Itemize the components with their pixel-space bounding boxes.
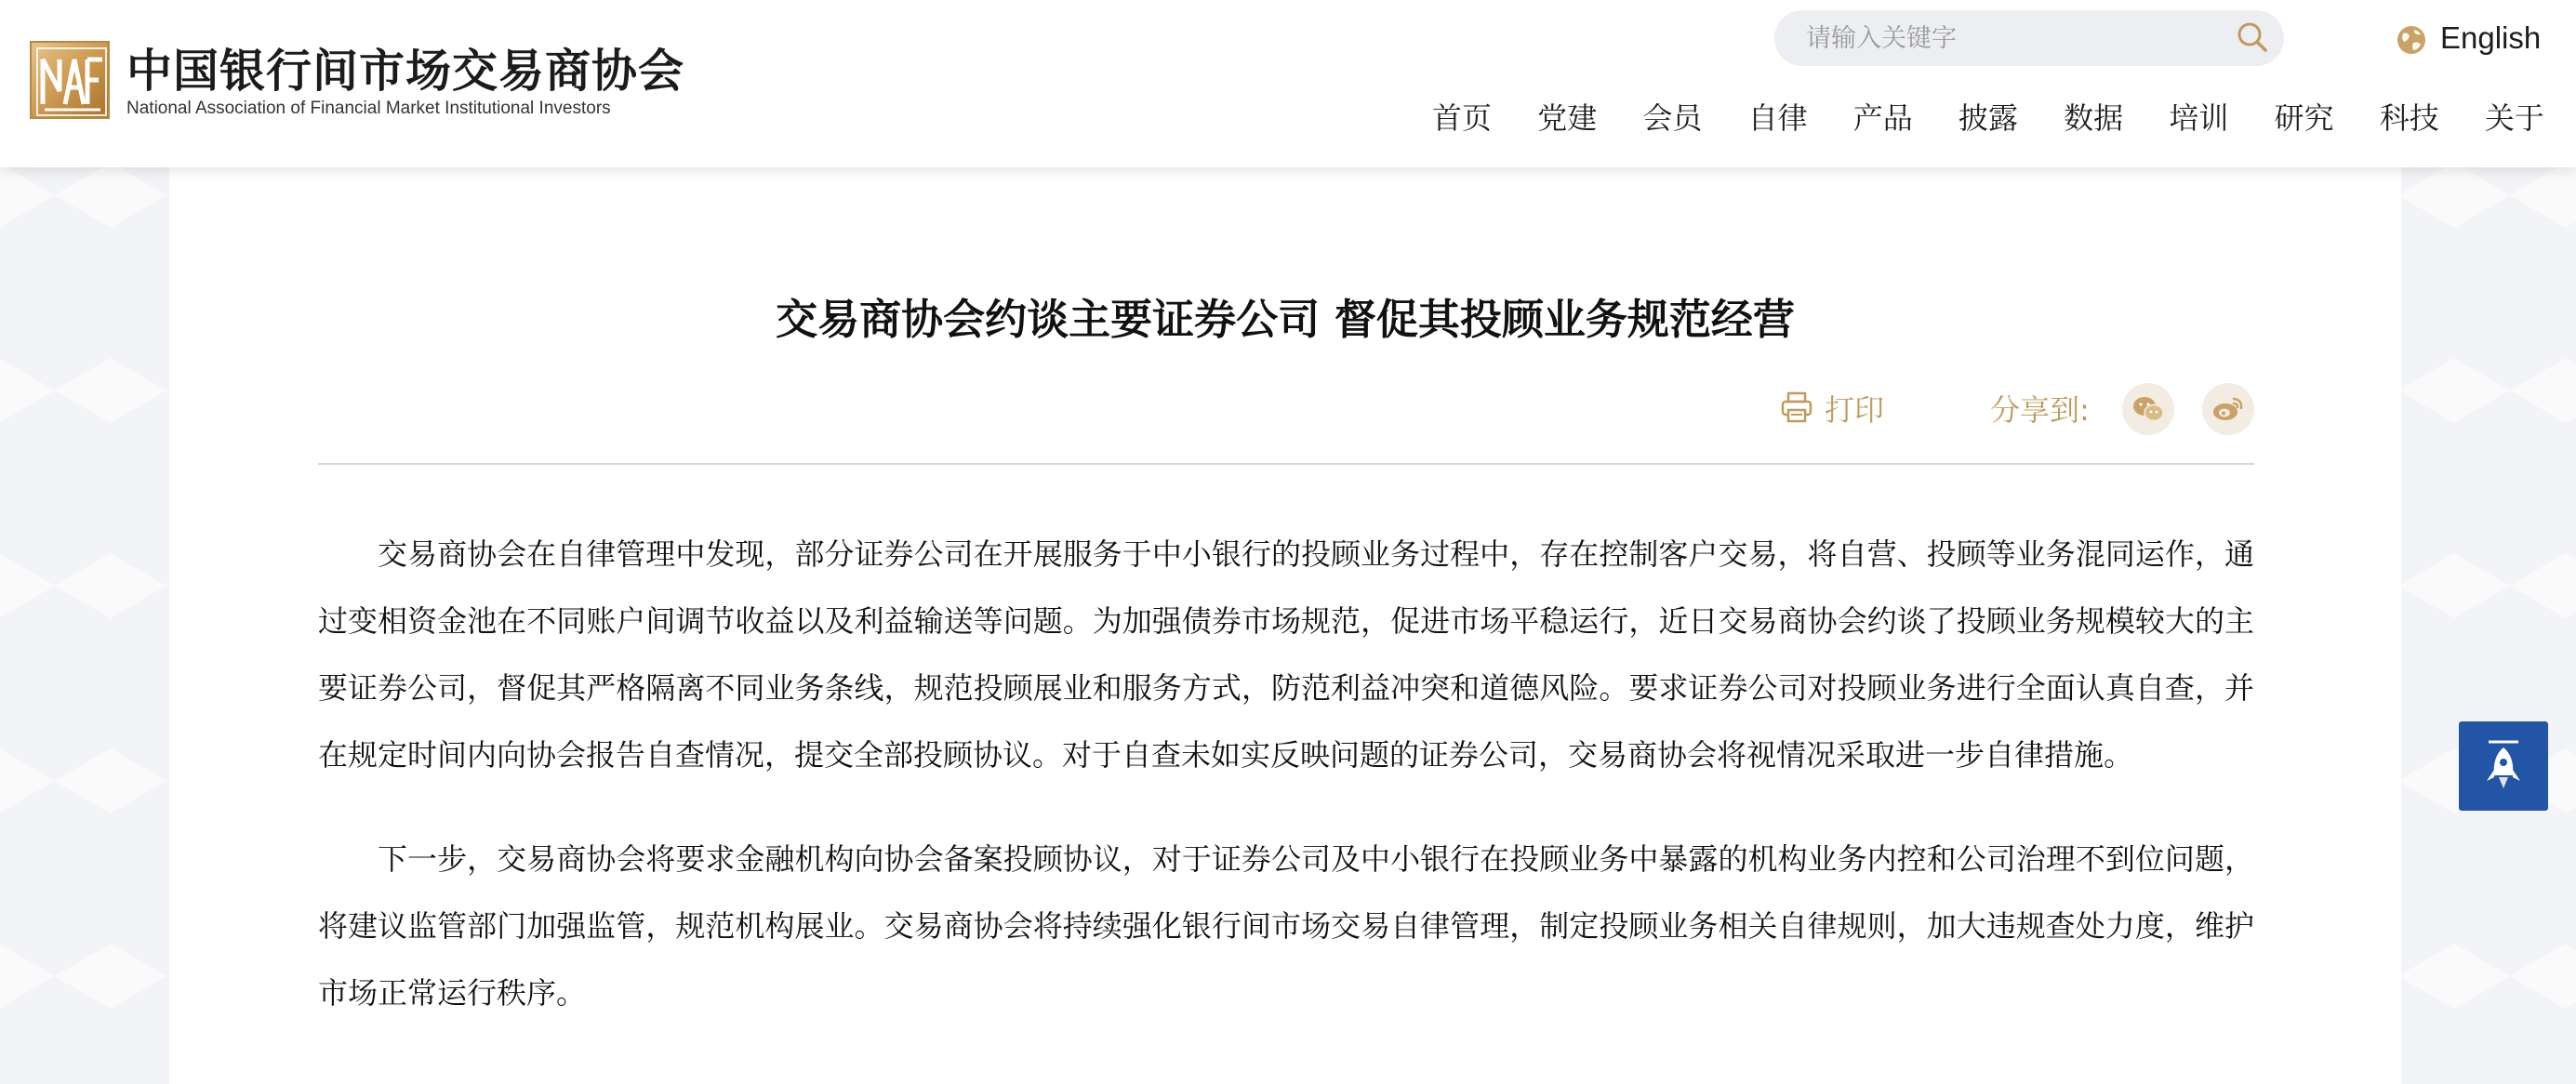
search-box (1774, 10, 2284, 66)
printer-icon[interactable] (1780, 390, 1813, 424)
site-name-cn[interactable]: 中国银行间市场交易商协会 (126, 45, 685, 98)
article-paragraph: 下一步，交易商协会将要求金融机构向协会备案投顾协议，对于证券公司及中小银行在投顾业务中暴露的机构业务内控和公司治理不到位问题，将建议监管部门加强监管，规范机构展业。交易商协会将持续强化银行间市场交易自律管理，制定投顾业务相关自律规则，加大违规查处力度，维护市场正常运行秩序。 (318, 841, 2254, 1011)
nav-item-party[interactable]: 党建 (1537, 100, 1598, 136)
search-icon[interactable] (2236, 20, 2269, 54)
article-title: 交易商协会约谈主要证券公司 督促其投顾业务规范经营 (776, 295, 1795, 344)
search-input[interactable] (1806, 10, 2206, 66)
title-divider (318, 463, 2254, 465)
site-name-en[interactable]: National Association of Financial Market Institutional Investors (126, 99, 611, 118)
article-panel (169, 167, 2401, 1084)
logo-mark[interactable] (30, 41, 110, 119)
share-weibo-button[interactable] (2202, 383, 2254, 435)
nav-item-technology[interactable]: 科技 (2379, 100, 2439, 136)
rocket-icon (2459, 721, 2548, 811)
print-button[interactable]: 打印 (1825, 392, 1885, 428)
share-label: 分享到: (1990, 392, 2090, 428)
nav-item-about[interactable]: 关于 (2484, 100, 2544, 136)
nav-item-members[interactable]: 会员 (1642, 100, 1703, 136)
wechat-icon (2131, 395, 2165, 423)
weibo-icon (2211, 395, 2245, 423)
nav-item-products[interactable]: 产品 (1852, 100, 1913, 136)
share-wechat-button[interactable] (2122, 383, 2174, 435)
site-header (0, 0, 2576, 167)
nav-item-home[interactable]: 首页 (1432, 100, 1493, 136)
nav-item-training[interactable]: 培训 (2169, 100, 2229, 136)
nav-item-disclosure[interactable]: 披露 (1958, 100, 2018, 136)
article-paragraph: 交易商协会在自律管理中发现，部分证券公司在开展服务于中小银行的投顾业务过程中，存在控制客户交易，将自营、投顾等业务混同运作，通过变相资金池在不同账户间调节收益以及利益输送等问题。为加强债券市场规范，促进市场平稳运行，近日交易商协会约谈了投顾业务规模较大的主要证券公司，督促其严格隔离不同业务条线，规范投顾展业和服务方式，防范利益冲突和道德风险。要求证券公司对投顾业务进行全面认真自查，并在规定时间内向协会报告自查情况，提交全部投顾协议。对于自查未如实反映问题的证券公司，交易商协会将视情况采取进一步自律措施。 (318, 536, 2254, 773)
nav-item-research[interactable]: 研究 (2274, 100, 2334, 136)
logo-mark-graphic (32, 43, 112, 121)
back-to-top-button[interactable] (2459, 721, 2548, 811)
language-switch-link[interactable]: English (2440, 20, 2542, 55)
nav-item-data[interactable]: 数据 (2064, 100, 2124, 136)
main-nav (1432, 96, 2544, 140)
nav-item-self-regulation[interactable]: 自律 (1747, 100, 1808, 136)
globe-icon (2396, 24, 2427, 56)
